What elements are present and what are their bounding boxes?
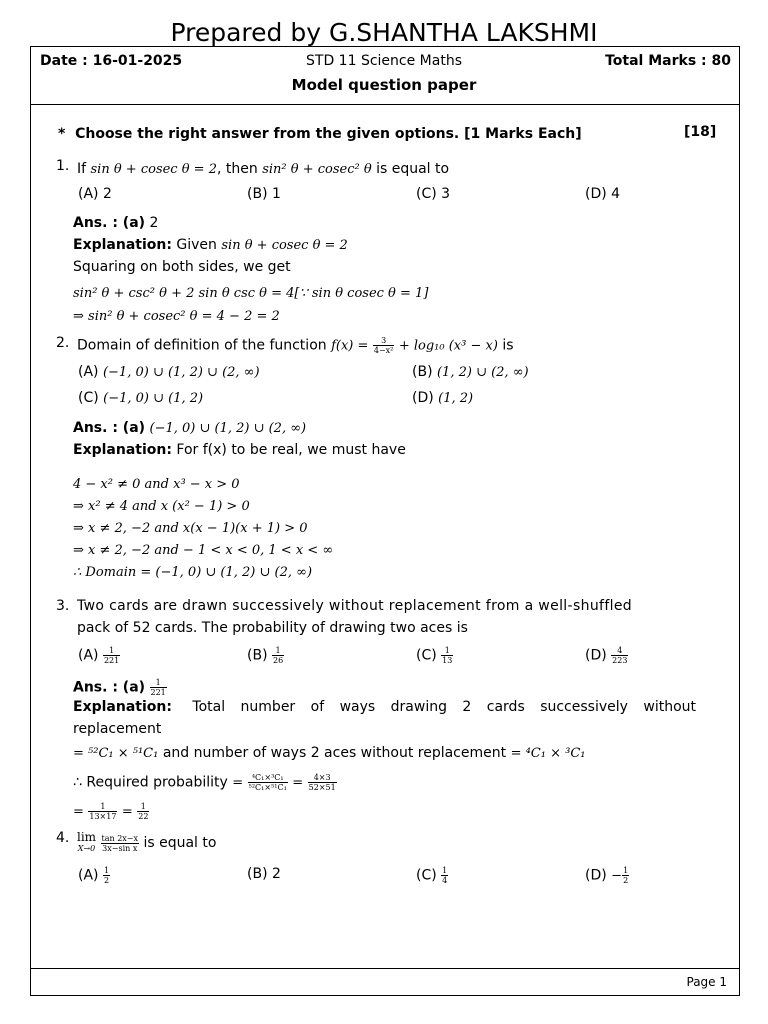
q3-line2: pack of 52 cards. The probability of drawing two aces is <box>77 620 468 636</box>
option-label: (D) <box>585 867 607 884</box>
answer-label: Ans. : (a) <box>73 215 146 231</box>
result-fraction-1 <box>88 802 117 821</box>
frac-den: 26 <box>272 656 284 665</box>
q2-step-2: ⇒ x² ≠ 4 and x (x² − 1) > 0 <box>73 499 250 514</box>
frac-den: 221 <box>103 656 120 665</box>
frac-num: 1 <box>272 646 284 656</box>
q2-step-5: ∴ Domain = (−1, 0) ∪ (1, 2) ∪ (2, ∞) <box>73 565 313 580</box>
section-marks: [18] <box>684 124 717 140</box>
frac-den: 13 <box>442 656 453 665</box>
frac-num: 1 <box>88 802 117 812</box>
option-fraction <box>611 646 628 665</box>
q2-frac-num: 3 <box>373 336 395 346</box>
total-marks: Total Marks : 80 <box>605 53 731 69</box>
option-label: (B) <box>247 647 268 664</box>
q2-option-d[interactable] <box>412 390 473 406</box>
frac-num: 1 <box>103 646 120 656</box>
q3-option-c[interactable] <box>416 646 453 665</box>
option-fraction <box>441 646 453 665</box>
q4-question <box>77 832 216 854</box>
explanation-text: For f(x) to be real, we must have <box>176 442 406 458</box>
q1-option-c[interactable]: (C) 3 <box>416 186 451 202</box>
page-number: Page 1 <box>686 975 727 989</box>
option-fraction <box>622 866 629 885</box>
explanation-text: Total number of ways drawing 2 cards successively without <box>192 699 696 715</box>
date: Date : 16-01-2025 <box>40 53 183 69</box>
option-label: (B) <box>412 364 433 380</box>
q1-option-d[interactable]: (D) 4 <box>585 186 621 202</box>
explanation-label: Explanation: <box>73 699 172 715</box>
frac-num: 1 <box>103 866 110 875</box>
q1-number: 1. <box>56 158 70 174</box>
q2-number: 2. <box>56 335 70 351</box>
frac-den: 2 <box>103 876 110 885</box>
q1-text-mid: , then <box>216 161 258 177</box>
option-fraction <box>272 646 284 665</box>
q3-text1: Two cards are drawn successively without replacement from a well-shuffled <box>77 598 633 614</box>
q2-frac-den: 4−x² <box>373 346 394 355</box>
q4-limit <box>77 832 96 854</box>
q1-question <box>77 161 449 177</box>
q3-option-b[interactable] <box>247 646 284 665</box>
answer-label: Ans. : (a) <box>73 679 146 696</box>
frac-num: 4 <box>611 646 628 656</box>
q1-explanation <box>73 237 348 253</box>
option-label: (C) <box>78 390 99 406</box>
q2-option-a[interactable] <box>78 364 260 380</box>
option-math: (−1, 0) ∪ (1, 2) <box>103 391 204 406</box>
q2-math-post: + log₁₀ (x³ − x) <box>398 338 498 354</box>
option-label: (C) <box>416 867 437 884</box>
section-instruction <box>58 126 582 142</box>
frac-num: 1 <box>441 646 453 656</box>
explanation-text: Given <box>176 237 217 253</box>
q4-fraction <box>101 834 140 853</box>
option-label: (A) <box>78 867 99 884</box>
q2-fx: f(x) = <box>331 338 369 354</box>
frac-den: 223 <box>612 656 628 665</box>
q4-option-a[interactable] <box>78 866 110 885</box>
frac-den: 4 <box>442 876 448 885</box>
option-math: (1, 2) ∪ (2, ∞) <box>436 365 529 380</box>
q2-option-b[interactable] <box>412 364 529 380</box>
page-title: Prepared by G.SHANTHA LAKSHMI <box>170 18 598 47</box>
q4-text-post: is equal to <box>143 835 217 851</box>
q2-step-1: 4 − x² ≠ 0 and x³ − x > 0 <box>73 477 240 492</box>
result-fraction-2 <box>137 802 149 821</box>
q1-math2: sin² θ + cosec² θ <box>262 162 372 177</box>
q2-text-post: is <box>502 337 514 354</box>
q3-ways <box>73 745 585 761</box>
q3-number: 3. <box>56 598 70 614</box>
paper-subtitle: Model question paper <box>291 76 477 94</box>
q2-explanation <box>73 442 406 458</box>
q3-option-d[interactable] <box>585 646 628 665</box>
q2-question <box>77 336 514 355</box>
q3-explanation <box>73 699 696 715</box>
option-fraction <box>441 866 448 885</box>
option-label: (A) <box>78 364 99 380</box>
ways-aces-math: = ⁴C₁ × ³C₁ <box>510 746 586 761</box>
q3-line1 <box>77 598 682 614</box>
probability-fraction-2 <box>308 773 337 792</box>
option-math: (1, 2) <box>438 391 474 406</box>
bullet-star: * <box>58 126 66 142</box>
answer-fraction <box>150 678 167 697</box>
q2-option-c[interactable] <box>78 390 203 406</box>
frac-den: 3x−sin x <box>102 843 138 853</box>
q4-number: 4. <box>56 830 70 846</box>
answer-label: Ans. : (a) <box>73 420 146 436</box>
frac-num: tan 2x−x <box>101 833 139 843</box>
header-divider <box>30 104 740 105</box>
lim-sub: X→0 <box>77 844 96 853</box>
frac-den: ⁵²C₁×⁵¹C₁ <box>248 783 287 792</box>
explanation-math: sin θ + cosec θ = 2 <box>221 238 348 253</box>
q1-line2: Squaring on both sides, we get <box>73 259 291 275</box>
option-label: (C) <box>416 647 437 664</box>
explanation-label: Explanation: <box>73 237 172 253</box>
frac-num: 1 <box>137 802 149 812</box>
frac-num: 1 <box>623 866 629 875</box>
q2-step-4: ⇒ x ≠ 2, −2 and − 1 < x < 0, 1 < x < ∞ <box>73 543 334 558</box>
frac-den: 2 <box>623 876 629 885</box>
q1-line3: sin² θ + csc² θ + 2 sin θ csc θ = 4[∵ sin θ cosec θ = 1] <box>73 286 429 301</box>
q2-text: Domain of definition of the function <box>77 337 327 354</box>
q4-option-c[interactable] <box>416 866 448 885</box>
q4-option-d[interactable]: (D) − $\frac{1}{2}$ <box>585 866 629 885</box>
q1-math: sin θ + cosec θ = 2 <box>90 162 217 177</box>
option-label: (D) <box>412 390 434 406</box>
q2-step-3: ⇒ x ≠ 2, −2 and x(x − 1)(x + 1) > 0 <box>73 521 308 536</box>
instruction-text: Choose the right answer from the given options. [1 Marks Each] <box>75 126 582 142</box>
frac-num: ⁴C₁×³C₁ <box>248 773 288 783</box>
q2-answer <box>73 420 306 436</box>
explanation-label: Explanation: <box>73 442 172 458</box>
frac-den: 13×17 <box>89 812 117 821</box>
q1-answer <box>73 215 158 231</box>
frac-num: 4×3 <box>308 773 337 783</box>
q3-option-a[interactable] <box>78 646 120 665</box>
q1-option-a[interactable]: (A) 2 <box>78 186 112 202</box>
frac-num: 1 <box>442 866 448 875</box>
footer-divider <box>30 968 740 969</box>
lim-text: lim <box>77 830 97 844</box>
probability-text: ∴ Required probability <box>73 774 228 791</box>
q1-text: If <box>77 161 87 177</box>
q1-text-post: is equal to <box>376 161 450 177</box>
option-label: (D) <box>585 647 607 664</box>
ways-total-math: = ⁵²C₁ × ⁵¹C₁ <box>73 746 159 761</box>
option-fraction <box>103 866 110 885</box>
ways-text: and number of ways 2 aces without replacement <box>162 745 507 761</box>
q1-line4: ⇒ sin² θ + cosec² θ = 4 − 2 = 2 <box>73 309 280 324</box>
option-fraction <box>103 646 120 665</box>
option-label: (A) <box>78 647 99 664</box>
probability-fraction-1 <box>248 773 288 792</box>
frac-den: 52×51 <box>308 783 336 792</box>
q1-option-b[interactable]: (B) 1 <box>247 186 281 202</box>
q3-answer <box>73 678 167 697</box>
answer-value: 2 <box>149 215 159 231</box>
frac-num: 1 <box>150 678 167 688</box>
q3-probability: ∴ Required probability = $\frac{\text{⁴C₁×³C₁}}{\text{⁵²C₁×⁵¹C₁}}$ = $\frac{4\times 3}{52\times 51}$ <box>73 773 336 792</box>
q2-fraction <box>373 336 395 355</box>
option-math: (−1, 0) ∪ (1, 2) ∪ (2, ∞) <box>102 365 260 380</box>
q3-result: = $\frac{1}{13\times 17}$ = $\frac{1}{22}$ <box>73 802 149 821</box>
class-subject: STD 11 Science Maths <box>306 53 462 69</box>
frac-den: 22 <box>138 812 149 821</box>
q4-option-b[interactable]: (B) 2 <box>247 866 281 882</box>
answer-value: (−1, 0) ∪ (1, 2) ∪ (2, ∞) <box>149 421 307 436</box>
frac-den: 221 <box>150 688 166 697</box>
q3-explanation-cont: replacement <box>73 721 162 737</box>
